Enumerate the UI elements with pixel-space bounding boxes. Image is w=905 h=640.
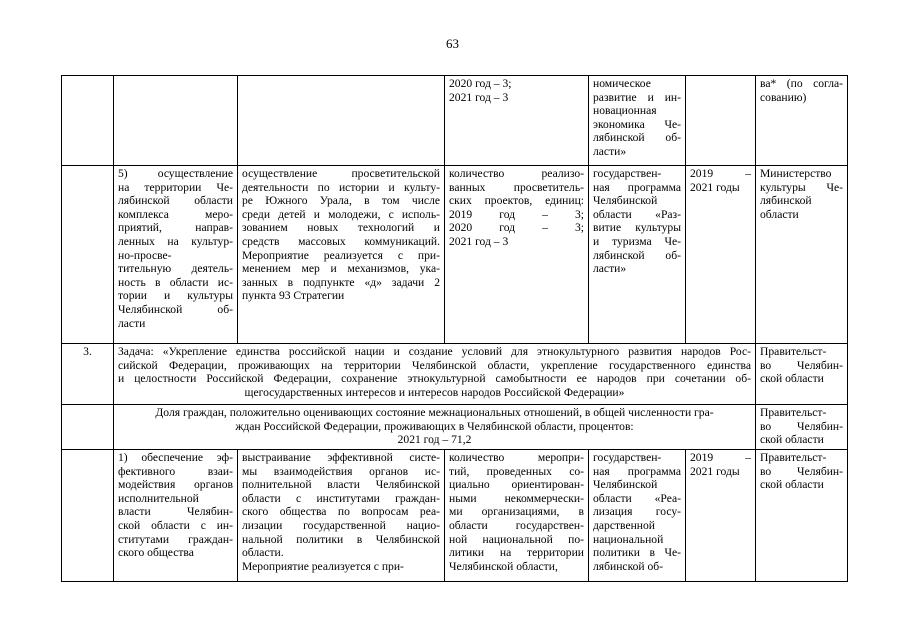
text-line: циально ориентирован-: [449, 478, 584, 492]
text-line: тории и культуры: [118, 289, 233, 303]
text-line: деятельности по истории и культу-: [242, 180, 440, 194]
text-line: занных в подпункте «д» задачи 2: [242, 275, 440, 289]
text-line: исполнительной: [118, 491, 199, 505]
cell-indicator: [445, 450, 589, 582]
text-line: ленных на культур-: [118, 234, 233, 248]
text-line: Министерство: [760, 167, 832, 180]
cell-content: [238, 76, 445, 166]
text-line: ва* (по согла-: [760, 77, 843, 90]
text-line: области «Реа-: [593, 491, 681, 505]
text-line: Мероприятие реализуется с при-: [242, 559, 404, 573]
cell-measure: [114, 166, 238, 344]
text-line: ре Южного Урала, в том числе: [242, 194, 440, 208]
task-number: 3.: [62, 344, 114, 405]
text-line: ласти»: [593, 144, 627, 158]
text-line: ского общества: [118, 546, 194, 560]
measures-table: [61, 75, 848, 582]
cell-responsible: [756, 344, 848, 405]
cell-measure: [114, 76, 238, 166]
text-line: во Челябин-: [760, 358, 843, 372]
text-line: комплекса меро-: [118, 207, 233, 221]
text-line: 5) осуществление: [118, 167, 233, 180]
text-line: экономика Че-: [593, 117, 681, 131]
text-line: средств массовых коммуникаций.: [242, 234, 440, 248]
text-line: 2020 год – 3;: [449, 77, 512, 90]
page-number: 63: [446, 36, 459, 51]
text-line: сованию): [760, 90, 807, 104]
text-line: ми организациями, в: [449, 505, 584, 519]
text-line: 2019 –: [690, 167, 751, 180]
cell-number: [62, 76, 114, 166]
cell-program: [589, 76, 686, 166]
cell-program: [589, 450, 686, 582]
text-line: 2021 год – 71,2: [397, 433, 472, 447]
text-line: Мероприятие реализуется с при-: [242, 248, 440, 262]
text-line: количество реализо-: [449, 167, 584, 180]
cell-indicator: [445, 166, 589, 344]
text-line: 2021 годы: [690, 180, 740, 194]
cell-responsible: [756, 166, 848, 344]
text-line: области: [760, 207, 799, 221]
text-line: Доля граждан, положительно оценивающих состояние межнациональных отношений, в общей численности гра-: [155, 406, 714, 419]
text-line: лябинской об-: [593, 131, 681, 145]
cell-number: [62, 405, 114, 450]
text-line: ститутами граждан-: [118, 532, 233, 546]
text-line: государствен-: [593, 451, 662, 464]
text-line: дарственной: [593, 518, 656, 532]
text-line: ной национальной по-: [449, 532, 584, 546]
text-line: ванных просветитель-: [449, 180, 584, 194]
text-line: зованием новых технологий и: [242, 221, 440, 235]
text-line: ской области: [760, 478, 824, 492]
text-line: но-просве-: [118, 248, 172, 262]
text-line: 2021 год – 3: [449, 234, 509, 248]
text-line: Челябинской области,: [449, 559, 558, 573]
text-line: и туризма Че-: [593, 234, 681, 248]
text-line: номическое: [593, 77, 651, 90]
text-line: новационная: [593, 104, 657, 118]
text-line: во Челябин-: [760, 419, 843, 433]
text-line: менением мер и механизмов, ука-: [242, 262, 440, 276]
table-row: [62, 450, 848, 582]
cell-period: [686, 76, 756, 166]
text-line: лябинской об-: [593, 248, 681, 262]
text-line: ской области: [760, 433, 824, 447]
text-line: 1) обеспечение эф-: [118, 451, 233, 464]
cell-indicator: [445, 76, 589, 166]
indicator-text: [114, 405, 756, 450]
text-line: среди детей и молодежи, с исполь-: [242, 207, 440, 221]
cell-period: [686, 166, 756, 344]
text-line: Правительст-: [760, 451, 827, 464]
table-row: [62, 166, 848, 344]
text-line: пункта 93 Стратегии: [242, 289, 345, 303]
text-line: на территории Че-: [118, 180, 233, 194]
text-line: лябинской об-: [593, 559, 664, 573]
text-line: 2021 годы: [690, 464, 740, 478]
text-line: мы взаимодействия органов ис-: [242, 464, 440, 478]
cell-content: [238, 166, 445, 344]
text-line: выстраивание эффективной систе-: [242, 451, 440, 464]
text-line: Задача: «Укрепление единства российской нации и создание условий для этнокультурного развития народов Рос-: [118, 345, 751, 358]
cell-measure: [114, 450, 238, 582]
cell-content: [238, 450, 445, 582]
text-line: ской области: [760, 372, 824, 386]
text-line: ность в области ис-: [118, 275, 233, 289]
text-line: 2019 –: [690, 451, 751, 464]
text-line: области государствен-: [449, 518, 584, 532]
text-line: ными некоммерчески-: [449, 491, 584, 505]
text-line: количество меропри-: [449, 451, 584, 464]
text-line: 2019 год – 3;: [449, 207, 584, 221]
text-line: фективного взаи-: [118, 464, 233, 478]
text-line: лизация госу-: [593, 505, 681, 519]
text-line: лябинской: [760, 194, 812, 208]
text-line: ских проектов, единиц:: [449, 194, 584, 208]
text-line: полнительной власти Челябинской: [242, 478, 440, 492]
cell-number: [62, 450, 114, 582]
text-line: 2021 год – 3: [449, 90, 509, 104]
text-line: ского общества по вопросам реа-: [242, 505, 440, 519]
text-line: области «Раз-: [593, 207, 681, 221]
text-line: и целостности Российской Федерации, сохранение этнокультурной самобытности ее народов при сочетании об-: [118, 372, 751, 386]
text-line: Правительст-: [760, 345, 827, 358]
text-line: культуры Че-: [760, 180, 843, 194]
text-line: витие культуры: [593, 221, 681, 235]
cell-responsible: [756, 450, 848, 582]
text-line: области.: [242, 546, 284, 560]
cell-responsible: [756, 405, 848, 450]
text-line: ная программа: [593, 464, 681, 478]
cell-program: [589, 166, 686, 344]
text-line: власти Челябин-: [118, 505, 233, 519]
text-line: 2020 год – 3;: [449, 221, 584, 235]
text-line: ской области с ин-: [118, 518, 233, 532]
text-line: Правительст-: [760, 406, 827, 419]
text-line: во Челябин-: [760, 464, 843, 478]
text-line: Челябинской: [593, 194, 658, 208]
text-line: политики в Че-: [593, 546, 681, 560]
text-line: ласти»: [593, 262, 627, 276]
cell-number: [62, 166, 114, 344]
text-line: сийской Федерации, проживающих на территории Челябинской области, укрепление государственного единства: [118, 358, 751, 372]
text-line: Челябинской: [593, 478, 658, 492]
text-line: государствен-: [593, 167, 662, 180]
text-line: национальной: [593, 532, 664, 546]
text-line: тий, проведенных со-: [449, 464, 584, 478]
text-line: лизации государственной нацио-: [242, 518, 440, 532]
text-line: лябинской области: [118, 194, 233, 208]
text-line: Челябинской об-: [118, 302, 233, 316]
text-line: модействия органов: [118, 478, 233, 492]
cell-period: [686, 450, 756, 582]
text-line: тительную деятель-: [118, 262, 233, 276]
table-row: [62, 76, 848, 166]
text-line: приятий, направ-: [118, 221, 233, 235]
text-line: развитие и ин-: [593, 90, 681, 104]
text-line: щегосударственных интересов и интересов народов Российской Федерации»: [244, 385, 625, 399]
text-line: ласти: [118, 316, 146, 330]
task-row: [62, 344, 848, 405]
task-text: [114, 344, 756, 405]
text-line: нальной политики в Челябинской: [242, 532, 440, 546]
text-line: литики на территории: [449, 546, 584, 560]
text-line: области с институтами граждан-: [242, 491, 440, 505]
text-line: ждан Российской Федерации, проживающих в Челябинской области, процентов:: [235, 419, 634, 433]
text-line: ная программа: [593, 180, 681, 194]
cell-responsible: [756, 76, 848, 166]
indicator-row: [62, 405, 848, 450]
text-line: осуществление просветительской: [242, 167, 440, 180]
